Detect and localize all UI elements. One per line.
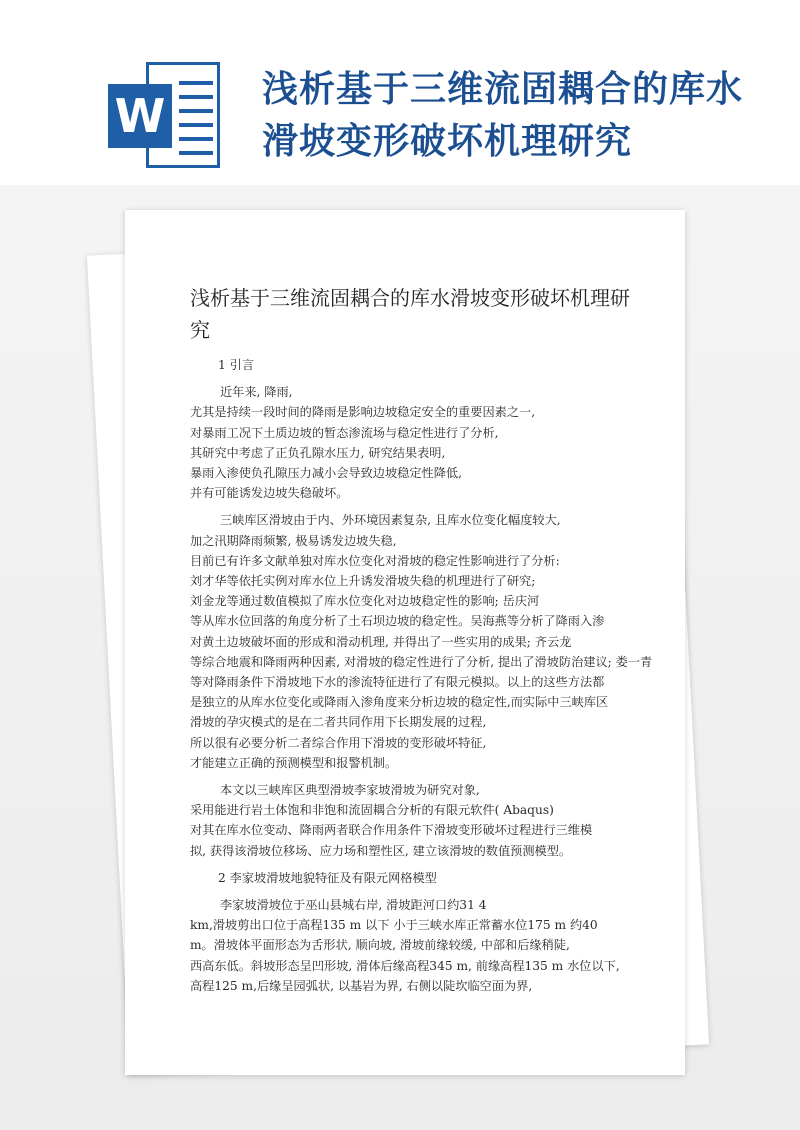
text-line: 暴雨入渗使负孔隙压力减小会导致边坡稳定性降低, <box>190 466 462 481</box>
text-line: 拟, 获得该滑坡位移场、应力场和塑性区, 建立该滑坡的数值预测模型。 <box>190 843 572 858</box>
text-line: 1 引言 <box>218 358 255 372</box>
text-line: km,滑坡剪出口位于高程135 m 以下 小于三峡水库正常蓄水位175 m 约40 <box>190 918 598 933</box>
paragraph <box>190 382 638 503</box>
text-line: m。滑坡体平面形态为舌形状, 顺向坡, 滑坡前缘较缓, 中部和后缘稍陡, <box>190 938 570 953</box>
text-line: 等从库水位回落的角度分析了土石坝边坡的稳定性。吴海燕等分析了降雨入渗 <box>190 614 605 629</box>
paragraph <box>190 510 653 773</box>
text-line: 其研究中考虑了正负孔隙水压力, 研究结果表明, <box>190 445 446 460</box>
text-line: 等综合地震和降雨两种因素, 对滑坡的稳定性进行了分析, 提出了滑坡防治建议; 娄一青 <box>190 654 653 669</box>
text-line: 三峡库区滑坡由于内、外环境因素复杂, 且库水位变化幅度较大, <box>220 513 561 528</box>
text-line: 高程125 m,后缘呈园弧状, 以基岩为界, 右侧以陡坎临空面为界, <box>190 978 533 993</box>
text-line: 近年来, 降雨, <box>220 385 293 400</box>
text-line: 对黄土边坡破坏面的形成和滑动机理, 并得出了一些实用的成果; 齐云龙 <box>190 634 572 649</box>
text-line: 才能建立正确的预测模型和报警机制。 <box>190 755 398 770</box>
banner-title <box>262 64 762 168</box>
text-line: 刘金龙等通过数值模拟了库水位变化对边坡稳定性的影响; 岳庆河 <box>190 594 540 609</box>
document-title-line: 究 <box>190 318 210 342</box>
text-line: 2 李家坡滑坡地貌特征及有限元网格模型 <box>218 870 437 885</box>
text-line: 目前已有许多文献单独对库水位变化对滑坡的稳定性影响进行了分析: <box>190 553 560 568</box>
paragraph <box>190 895 638 996</box>
document-title-line: 浅析基于三维流固耦合的库水滑坡变形破坏机理研 <box>190 286 630 310</box>
text-line: 采用能进行岩土体饱和非饱和流固耦合分析的有限元软件( Abaqus) <box>190 803 554 818</box>
text-line: 是独立的从库水位变化或降雨入渗角度来分析边坡的稳定性,而实际中三峡库区 <box>190 695 609 710</box>
banner-title-line: 浅析基于三维流固耦合的库水 <box>262 69 744 110</box>
banner <box>0 0 800 185</box>
section-heading <box>190 355 638 375</box>
text-line: 对暴雨工况下土质边坡的暂态渗流场与稳定性进行了分析, <box>190 425 499 440</box>
text-line: 本文以三峡库区典型滑坡李家坡滑坡为研究对象, <box>220 783 480 798</box>
paragraph <box>190 780 638 861</box>
banner-title-line: 滑坡变形破坏机理研究 <box>262 121 633 162</box>
section-heading <box>190 868 638 888</box>
text-line: 等对降雨条件下滑坡地下水的渗流特征进行了有限元模拟。以上的这些方法都 <box>190 675 605 690</box>
document-title <box>190 282 640 346</box>
text-line: 尤其是持续一段时间的降雨是影响边坡稳定安全的重要因素之一, <box>190 405 536 420</box>
text-line: 并有可能诱发边坡失稳破坏。 <box>190 486 349 501</box>
text-line: 李家坡滑坡位于巫山县城右岸, 滑坡距河口约31 4 <box>220 898 487 913</box>
text-line: 刘才华等依托实例对库水位上升诱发滑坡失稳的机理进行了研究; <box>190 574 536 589</box>
text-line: 加之汛期降雨频繁, 极易诱发边坡失稳, <box>190 533 397 548</box>
word-letter-badge: W <box>108 84 172 148</box>
text-line: 对其在库水位变动、降雨两者联合作用条件下滑坡变形破坏过程进行三维模 <box>190 823 593 838</box>
text-line: 西高东低。斜坡形态呈凹形坡, 滑体后缘高程345 m, 前缘高程135 m 水位以下, <box>190 958 620 973</box>
text-line: 滑坡的孕灾模式的是在二者共同作用下长期发展的过程, <box>190 715 487 730</box>
document-body <box>190 355 653 1003</box>
text-line: 所以很有必要分析二者综合作用下滑坡的变形破坏特征, <box>190 735 487 750</box>
word-document-icon <box>108 62 220 168</box>
